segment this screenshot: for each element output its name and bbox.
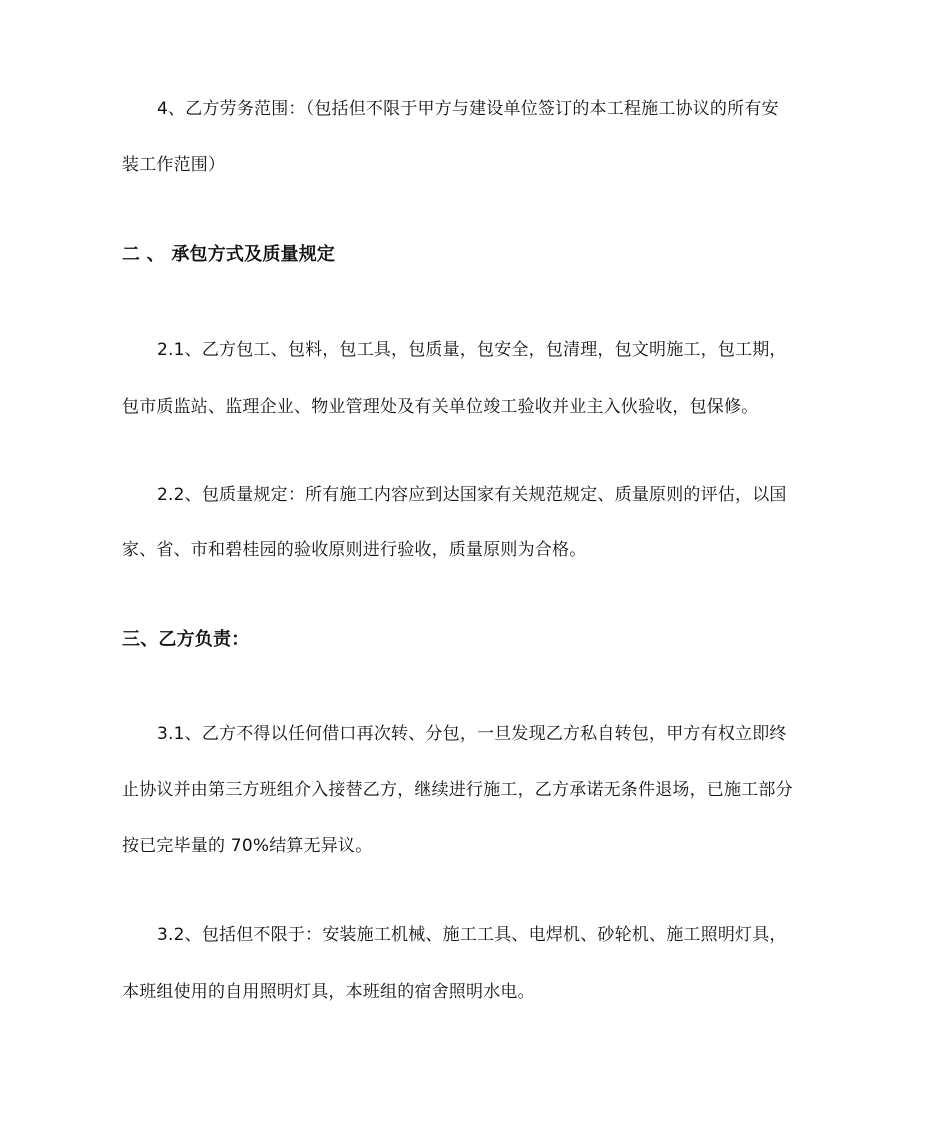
clause-2-1-line-2: 包市质监站、监理企业、物业管理处及有关单位竣工验收并业主入伙验收，包保修。 [122, 397, 759, 417]
clause-4-line-1: 4、乙方劳务范围：（包括但不限于甲方与建设单位签订的本工程施工协议的所有安 [157, 99, 779, 119]
clause-2-1-line-1: 2.1、乙方包工、包料，包工具，包质量，包安全，包清理，包文明施工，包工期， [157, 340, 787, 360]
section-2-heading: 二 、 承包方式及质量规定 [122, 244, 336, 265]
clause-2-2-line-2: 家、省、市和碧桂园的验收原则进行验收，质量原则为合格。 [122, 540, 587, 560]
section-3-heading: 三、乙方负责： [122, 629, 250, 650]
clause-2-2-line-1: 2.2、包质量规定：所有施工内容应到达国家有关规范规定、质量原则的评估，以国 [157, 485, 787, 505]
clause-3-2-line-1: 3.2、包括但不限于：安装施工机械、施工工具、电焊机、砂轮机、施工照明灯具， [157, 925, 787, 945]
clause-3-1-line-2: 止协议并由第三方班组介入接替乙方，继续进行施工，乙方承诺无条件退场，已施工部分 [122, 780, 793, 800]
clause-4-line-2: 装工作范围） [122, 155, 226, 175]
clause-3-2-line-2: 本班组使用的自用照明灯具，本班组的宿舍照明水电。 [122, 982, 535, 1002]
clause-3-1-line-3: 按已完毕量的 70%结算无异议。 [122, 836, 373, 856]
clause-3-1-line-1: 3.1、乙方不得以任何借口再次转、分包，一旦发现乙方私自转包，甲方有权立即终 [157, 724, 787, 744]
